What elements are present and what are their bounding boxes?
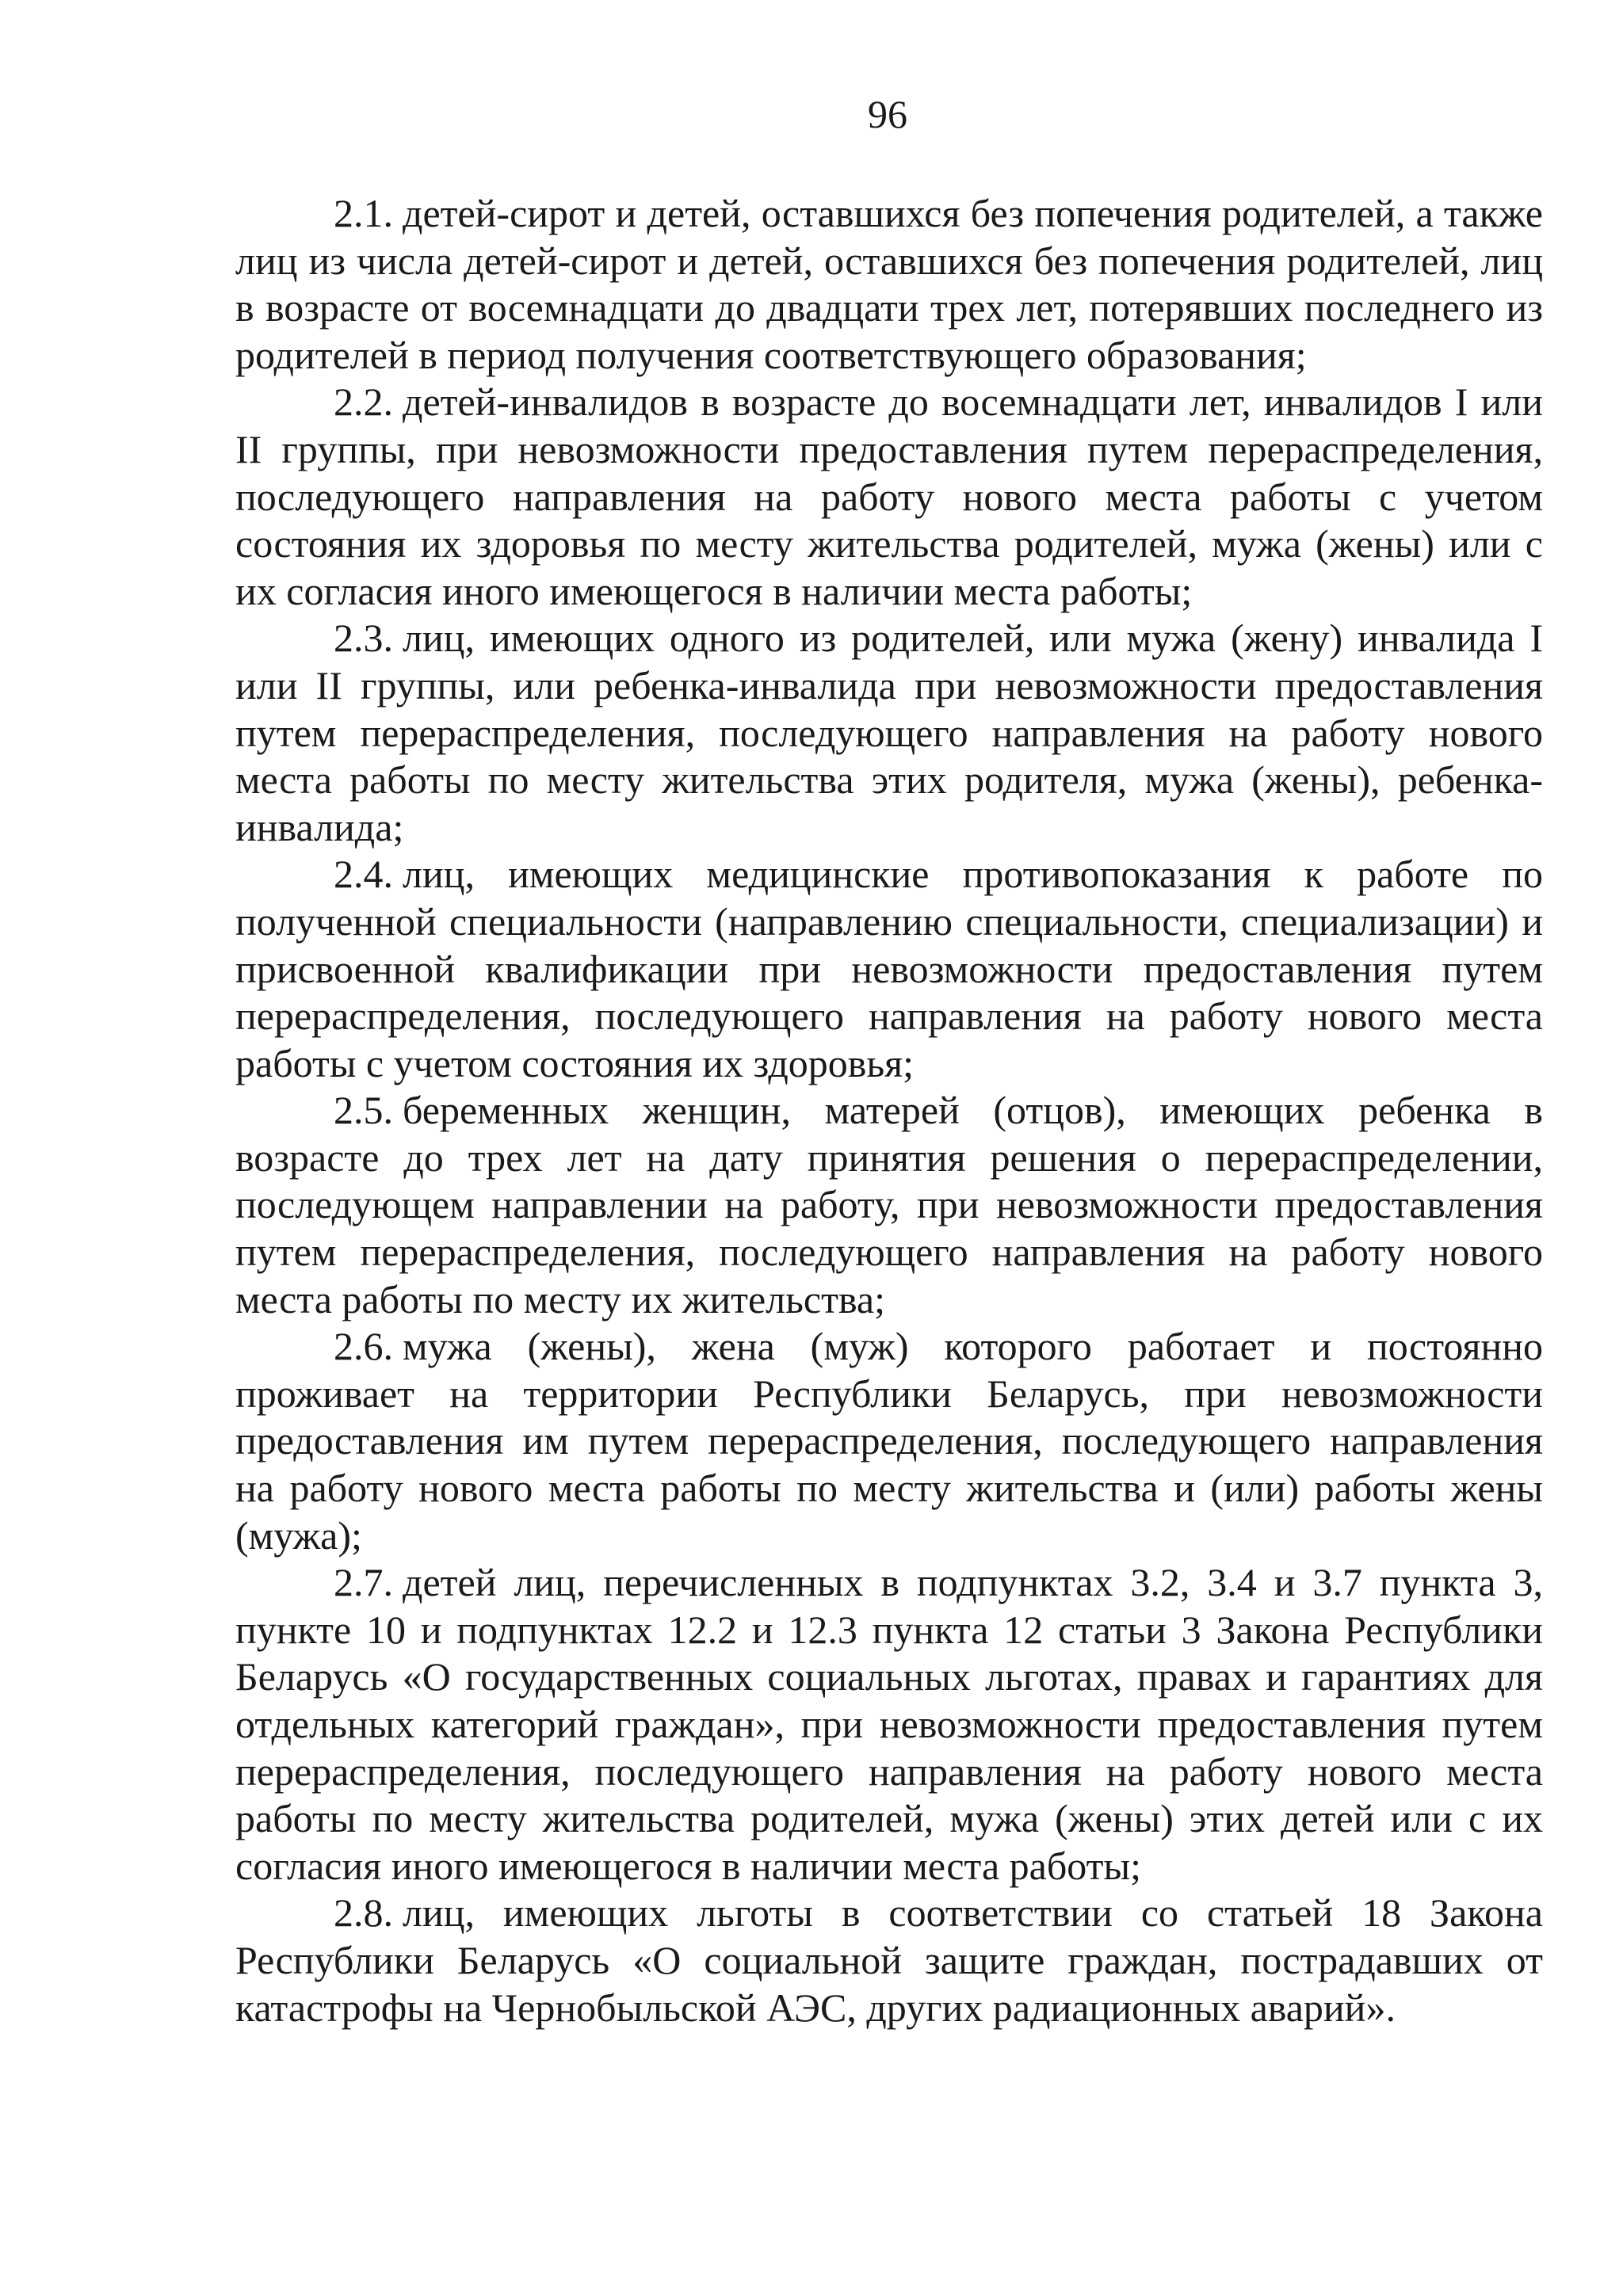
clause-2-4	[235, 851, 1543, 1087]
document-body	[235, 190, 1543, 2031]
clause-2-7	[235, 1559, 1543, 1890]
page-number: 96	[868, 92, 907, 136]
clause-number: 2.6.	[334, 1324, 393, 1369]
clause-text: детей-сирот и детей, оставшихся без попечения родителей, а также лиц из числа детей-сирот и детей, оставшихся без попечения родителей, лиц в возрасте от восемнадцати до двадцати трех лет, потерявших последнего из родителей в период получения соответствующего образования;	[235, 191, 1543, 377]
clause-2-6	[235, 1323, 1543, 1559]
clause-2-1	[235, 190, 1543, 379]
clause-number: 2.8.	[334, 1890, 393, 1936]
clause-text: лиц, имеющих льготы в соответствии со статьей 18 Закона Республики Беларусь «О социальной защите граждан, пострадавших от катастрофы на Чернобыльской АЭС, других радиационных аварий».	[235, 1890, 1543, 2030]
clause-2-3	[235, 615, 1543, 851]
clause-number: 2.3.	[334, 616, 393, 661]
clause-text: лиц, имеющих медицинские противопоказания к работе по полученной специальности (направлению специальности, специализации) и присвоенной квалификации при невозможности предоставления путем перераспределения, последующего направления на работу нового места работы с учетом состояния их здоровья;	[235, 852, 1543, 1085]
clause-number: 2.5.	[334, 1088, 393, 1133]
clause-text: мужа (жены), жена (муж) которого работает и постоянно проживает на территории Республики Беларусь, при невозможности предоставления им путем перераспределения, последующего направления на работу нового места работы по месту жительства и (или) работы жены (мужа);	[235, 1324, 1543, 1558]
clause-text: детей лиц, перечисленных в подпунктах 3.2, 3.4 и 3.7 пункта 3, пункте 10 и подпунктах 12.2 и 12.3 пункта 12 статьи 3 Закона Республики Беларусь «О государственных социальных льготах, правах и гарантиях для отдельных категорий граждан», при невозможности предоставления путем перераспределения, последующего направления на работу нового места работы по месту жительства родителей, мужа (жены) этих детей или с их согласия иного имеющегося в наличии места работы;	[235, 1560, 1543, 1888]
clause-number: 2.7.	[334, 1560, 393, 1605]
clause-number: 2.2.	[334, 379, 393, 425]
clause-2-8	[235, 1890, 1543, 2031]
clause-text: детей-инвалидов в возрасте до восемнадцати лет, инвалидов I или II группы, при невозможности предоставления путем перераспределения, последующего направления на работу нового места работы с учетом состояния их здоровья по месту жительства родителей, мужа (жены) или с их согласия иного имеющегося в наличии места работы;	[235, 379, 1543, 613]
clause-text: беременных женщин, матерей (отцов), имеющих ребенка в возрасте до трех лет на дату принятия решения о перераспределении, последующем направлении на работу, при невозможности предоставления путем перераспределения, последующего направления на работу нового места работы по месту их жительства;	[235, 1088, 1543, 1322]
clause-2-5	[235, 1087, 1543, 1323]
clause-number: 2.1.	[334, 191, 393, 235]
clause-number: 2.4.	[334, 852, 393, 897]
clause-2-2	[235, 379, 1543, 615]
clause-text: лиц, имеющих одного из родителей, или мужа (жену) инвалида I или II группы, или ребенка-инвалида при невозможности предоставления путем перераспределения, последующего направления на работу нового места работы по месту жительства этих родителя, мужа (жены), ребенка-инвалида;	[235, 616, 1543, 849]
